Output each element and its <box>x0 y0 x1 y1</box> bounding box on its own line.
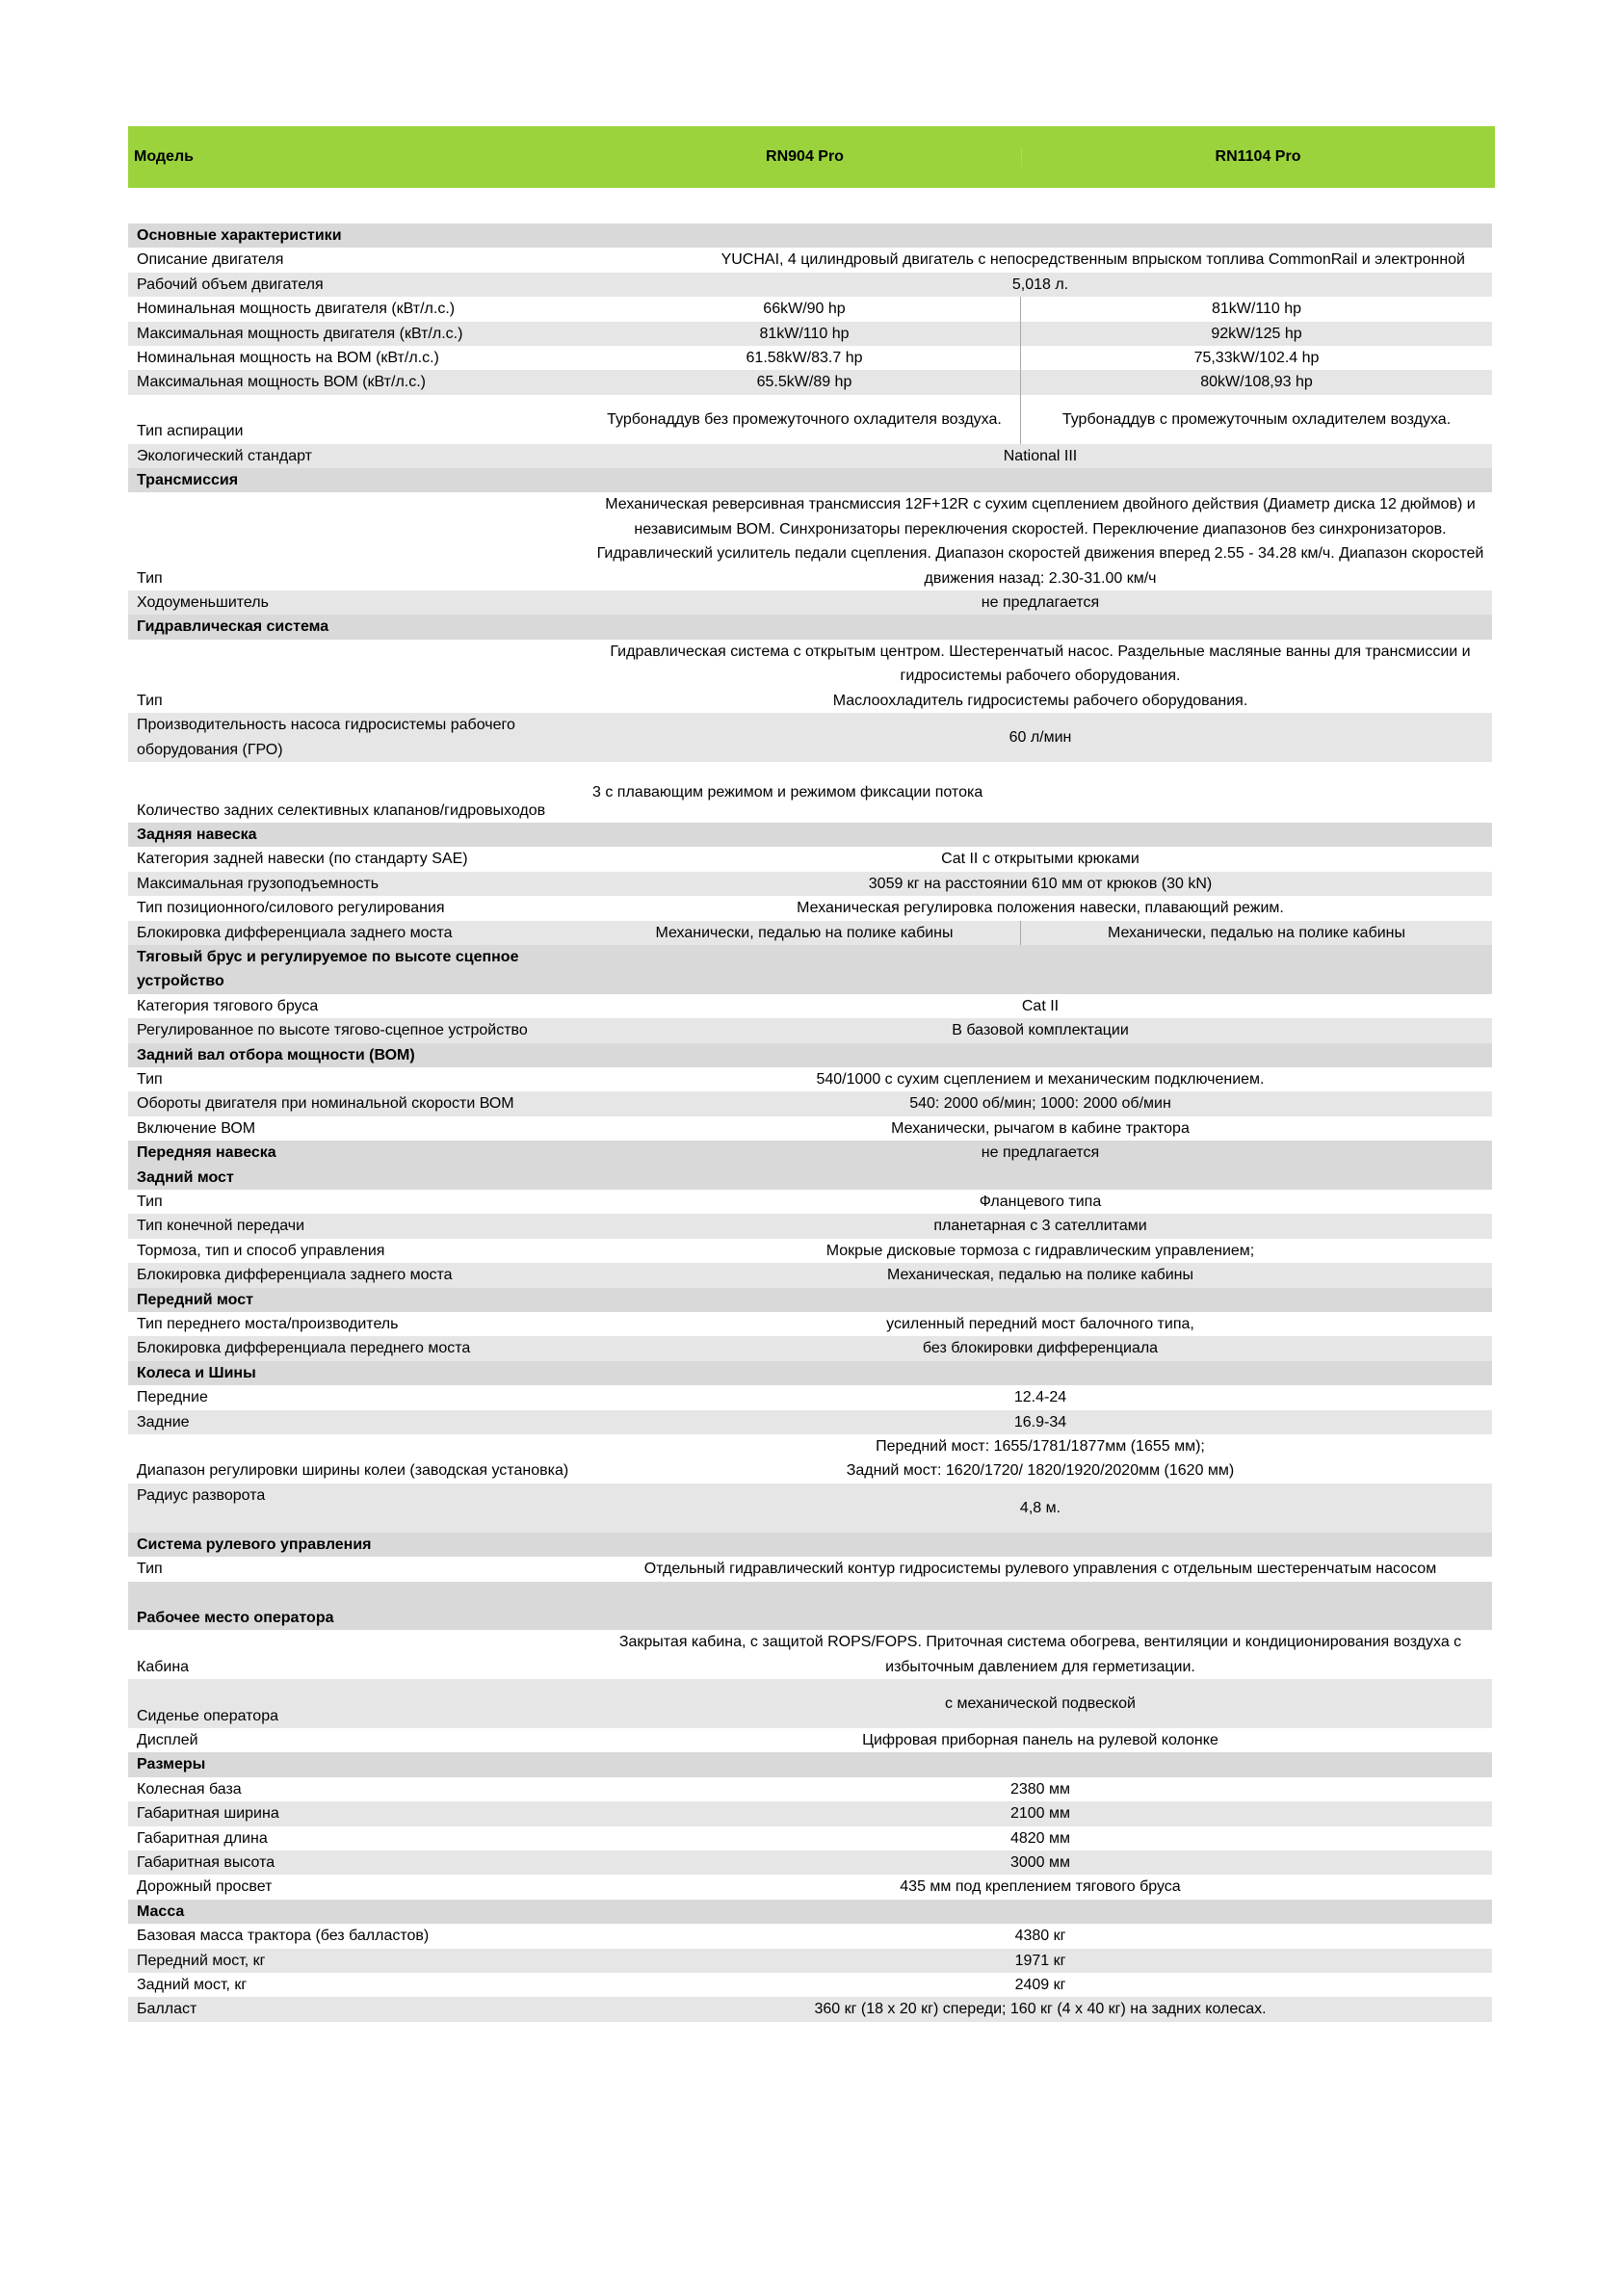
spec-row <box>128 1801 1492 1825</box>
spec-value: 540: 2000 об/мин; 1000: 2000 об/мин <box>909 1095 1171 1113</box>
spec-row <box>128 1777 1492 1801</box>
spec-value: 360 кг (18 х 20 кг) спереди; 160 кг (4 х 40 кг) на задних колесах. <box>814 2001 1267 2018</box>
spec-value-rn1104: Турбонаддув с промежуточным охладителем воздуха. <box>1061 410 1452 428</box>
spec-value-cell <box>589 273 1492 297</box>
spec-row <box>128 1630 1492 1679</box>
spec-value: усиленный передний мост балочного типа, <box>886 1316 1194 1333</box>
spec-value-rn904: Турбонаддув без промежуточного охладителя воздуха. <box>589 395 1021 444</box>
spec-value: 3000 мм <box>1009 1853 1071 1871</box>
section-title: Трансмиссия <box>137 472 239 489</box>
spec-label: Тип <box>137 692 163 709</box>
spec-row <box>128 297 1492 321</box>
spec-value-cell <box>589 1851 1492 1875</box>
spec-value: Механическая регулировка положения навески, плавающий режим. <box>797 900 1284 917</box>
section-header <box>128 1043 1492 1067</box>
section-header <box>128 1533 1492 1557</box>
spec-value: 1971 кг <box>1014 1952 1066 1969</box>
spec-value: 60 л/мин <box>1008 728 1072 746</box>
spec-value: 4,8 м. <box>1019 1499 1061 1516</box>
spec-label: Тип <box>137 1194 163 1211</box>
spec-value-cell <box>589 1924 1492 1948</box>
spec-value: 4820 мм <box>1009 1829 1071 1847</box>
spec-value-cell <box>589 896 1492 920</box>
spec-row <box>128 1067 1492 1091</box>
spec-value-rn904: 81kW/110 hp <box>589 322 1021 346</box>
spec-label: Передние <box>137 1389 208 1406</box>
spec-value-cell <box>589 1410 1492 1434</box>
spec-value-cell <box>589 713 1492 762</box>
spec-label: Тип <box>137 1070 163 1088</box>
section-header <box>128 1288 1492 1312</box>
spec-label: Регулированное по высоте тягово-сцепное устройство <box>137 1022 528 1039</box>
spec-value-cell <box>589 872 1492 896</box>
spec-label: Описание двигателя <box>137 251 284 269</box>
spec-row <box>128 847 1492 871</box>
spec-value: YUCHAI, 4 цилиндровый двигатель с непосредственным впрыском топлива CommonRail и электронной <box>720 251 1465 269</box>
section-header <box>128 615 1492 639</box>
spec-row <box>128 1875 1492 1899</box>
spec-row <box>128 346 1492 370</box>
spec-label: Колесная база <box>137 1780 242 1798</box>
spec-label: Номинальная мощность на ВОМ (кВт/л.с.) <box>137 350 439 367</box>
spec-value-cell <box>589 1312 1492 1336</box>
section-header <box>128 1141 1492 1165</box>
spec-label: Тип позиционного/силового регулирования <box>137 900 445 917</box>
spec-value: Механическая реверсивная трансмиссия 12F+12R с сухим сцеплением двойного действия (Диаметр диска 12 дюймов) и независимым ВОМ. Синхронизаторы переключения скоростей. Переключение диапазонов без синхронизаторов. Гидравлический усилитель педали сцепления. Диапазон скоростей движения вперед 2.55 - 34.28 км/ч. Диапазон скоростей движения назад: 2.30-31.00 км/ч <box>596 496 1484 587</box>
section-title: Задняя навеска <box>137 826 257 843</box>
spec-value-cell <box>589 1973 1492 1997</box>
section-header <box>128 945 1492 994</box>
spec-row <box>128 370 1492 394</box>
spec-row <box>128 1949 1492 1973</box>
spec-value-cell <box>589 847 1492 871</box>
table-header <box>128 126 1495 188</box>
spec-value-cell <box>589 1801 1492 1825</box>
section-header <box>128 1166 1492 1190</box>
spec-label: Категория тягового бруса <box>137 997 319 1014</box>
spec-label: Габаритная ширина <box>137 1805 279 1823</box>
spec-label: Номинальная мощность двигателя (кВт/л.с.) <box>137 301 456 318</box>
spec-label: Диапазон регулировки ширины колеи (заводская установка) <box>137 1462 569 1480</box>
spec-value: 4380 кг <box>1014 1928 1066 1945</box>
header-model-label: Модель <box>134 148 194 165</box>
spec-label: Максимальная мощность двигателя (кВт/л.с.) <box>137 325 463 342</box>
spec-value-rn1104: 80kW/108,93 hp <box>1200 374 1313 391</box>
spec-value-cell <box>589 1190 1492 1214</box>
spec-label: Экологический стандарт <box>137 447 312 464</box>
section-title: Задний вал отбора мощности (ВОМ) <box>137 1046 415 1063</box>
spec-value-line2: Задний мост: 1620/1720/ 1820/1920/2020мм (1620 мм) <box>846 1462 1235 1480</box>
spec-value-cell <box>589 1239 1492 1263</box>
spec-value-cell <box>589 1826 1492 1851</box>
spec-row <box>128 1410 1492 1434</box>
spec-value: В базовой комплектации <box>952 1022 1129 1039</box>
spec-value: 2100 мм <box>1009 1805 1071 1823</box>
spec-row <box>128 1091 1492 1116</box>
spec-sheet <box>128 126 1495 2022</box>
spec-row <box>128 640 1492 713</box>
spec-row <box>128 1336 1492 1360</box>
spec-row <box>128 322 1492 346</box>
spec-value-cell <box>589 640 1492 713</box>
spec-value-rn904: 61.58kW/83.7 hp <box>589 346 1021 370</box>
spec-table <box>128 223 1492 2022</box>
spec-row <box>128 713 1492 762</box>
spec-value-cell <box>589 492 1492 591</box>
spec-row <box>128 762 1492 823</box>
spec-value: Закрытая кабина, с защитой ROPS/FOPS. Приточная система обогрева, вентиляции и кондиционирования воздуха с избыточным давлением для герметизации. <box>618 1634 1462 1675</box>
spec-value-rn1104: 81kW/110 hp <box>1211 301 1302 318</box>
section-title: Система рулевого управления <box>137 1536 372 1553</box>
spec-value-cell <box>589 1336 1492 1360</box>
spec-value: 540/1000 с сухим сцеплением и механическим подключением. <box>816 1070 1265 1088</box>
spec-row <box>128 994 1492 1018</box>
spec-value: без блокировки дифференциала <box>922 1340 1159 1357</box>
section-header <box>128 1361 1492 1385</box>
spec-row <box>128 444 1492 468</box>
spec-row <box>128 872 1492 896</box>
section-title: Передняя навеска <box>137 1144 276 1162</box>
spec-value: не предлагается <box>981 1144 1100 1162</box>
section-title: Основные характеристики <box>137 227 342 244</box>
spec-label: Тип переднего моста/производитель <box>137 1316 399 1333</box>
spec-row <box>128 1263 1492 1287</box>
spec-label: Тормоза, тип и способ управления <box>137 1242 385 1259</box>
spec-label: Тип конечной передачи <box>137 1218 305 1235</box>
spec-value: Cat II с открытыми крюками <box>941 851 1139 868</box>
spec-label: Задний мост, кг <box>137 1976 248 1993</box>
spec-value-cell <box>589 1263 1492 1287</box>
spec-value: Цифровая приборная панель на рулевой колонке <box>862 1731 1218 1748</box>
spec-row <box>128 1116 1492 1141</box>
spec-value-rn904: 66kW/90 hp <box>589 297 1021 321</box>
spec-row <box>128 1190 1492 1214</box>
spec-label: Тип аспирации <box>137 423 244 440</box>
spec-label: Передний мост, кг <box>137 1952 266 1969</box>
spec-value-cell <box>589 1997 1492 2021</box>
spec-row <box>128 395 1492 444</box>
spec-value-cell <box>589 1434 1492 1483</box>
spec-row <box>128 1312 1492 1336</box>
spec-label: Балласт <box>137 2001 197 2018</box>
spec-value: Фланцевого типа <box>979 1194 1102 1211</box>
spec-label: Максимальная грузоподъемность <box>137 875 380 892</box>
header-model-rn904: RN904 Pro <box>766 148 844 165</box>
spec-label: Блокировка дифференциала переднего моста <box>137 1340 471 1357</box>
section-header <box>128 1752 1492 1776</box>
section-header <box>128 468 1492 492</box>
spec-value-cell <box>589 1067 1492 1091</box>
spec-row <box>128 1973 1492 1997</box>
spec-label: Тип <box>137 1561 163 1578</box>
spec-value: 2409 кг <box>1014 1976 1066 1993</box>
spec-value: 435 мм под креплением тягового бруса <box>900 1878 1181 1896</box>
spec-value-cell <box>589 444 1492 468</box>
section-title: Задний мост <box>137 1168 234 1186</box>
section-title: Размеры <box>137 1756 206 1773</box>
spec-value: планетарная с 3 сателлитами <box>933 1218 1147 1235</box>
section-header <box>128 823 1492 847</box>
section-title: Колеса и Шины <box>137 1364 256 1381</box>
spec-value-rn1104: Механически, педалью на полике кабины <box>1107 924 1406 941</box>
spec-row <box>128 1557 1492 1581</box>
spec-row <box>128 1385 1492 1409</box>
spec-value-cell <box>589 1630 1492 1679</box>
spec-row <box>128 1018 1492 1042</box>
spec-value-cell <box>589 248 1492 272</box>
spec-value: Гидравлическая система с открытым центром. Шестеренчатый насос. Раздельные масляные ванны для трансмиссии и гидросистемы рабочего оборудования. <box>610 643 1471 685</box>
spec-label: Тип <box>137 569 163 587</box>
spec-label: Рабочий объем двигателя <box>137 276 324 293</box>
section-title: Передний мост <box>137 1291 253 1308</box>
spec-value: Передний мост: 1655/1781/1877мм (1655 мм); <box>876 1438 1205 1456</box>
spec-value: 3059 кг на расстоянии 610 мм от крюков (30 kN) <box>868 875 1213 892</box>
spec-value: не предлагается <box>981 594 1100 612</box>
spec-label: Обороты двигателя при номинальной скорости ВОМ <box>137 1095 514 1113</box>
spec-value-cell <box>589 1116 1492 1141</box>
spec-row <box>128 1826 1492 1851</box>
spec-label: Количество задних селективных клапанов/гидровыходов <box>137 801 546 819</box>
spec-value: Мокрые дисковые тормоза с гидравлическим управлением; <box>825 1242 1255 1259</box>
spec-value-cell <box>589 1091 1492 1116</box>
section-header <box>128 1582 1492 1631</box>
spec-label: Блокировка дифференциала заднего моста <box>137 1267 453 1284</box>
spec-row <box>128 1924 1492 1948</box>
spec-row <box>128 1728 1492 1752</box>
spec-row <box>128 896 1492 920</box>
spec-value-rn904: Механически, педалью на полике кабины <box>589 921 1021 945</box>
spec-label: Максимальная мощность ВОМ (кВт/л.с.) <box>137 374 426 391</box>
spec-value-cell <box>589 1728 1492 1752</box>
spec-label: Радиус разворота <box>137 1486 266 1504</box>
spec-value-cell <box>589 591 1492 615</box>
spec-label: Дисплей <box>137 1731 198 1748</box>
spec-value-rn904: 65.5kW/89 hp <box>589 370 1021 394</box>
spec-value-cell <box>589 762 1492 823</box>
spec-value-cell <box>589 1875 1492 1899</box>
section-title: Рабочее место оператора <box>137 1609 334 1626</box>
spec-value: Механическая, педалью на полике кабины <box>886 1267 1194 1284</box>
spec-value: Отдельный гидравлический контур гидросистемы рулевого управления с отдельным шестеренчатым насосом <box>643 1561 1437 1578</box>
spec-value-cell <box>589 1679 1492 1728</box>
section-header <box>128 1900 1492 1924</box>
spec-value-cell <box>589 1557 1492 1581</box>
spec-value: 3 с плавающим режимом и режимом фиксации потока <box>592 783 983 801</box>
section-title: Гидравлическая система <box>137 618 329 636</box>
spec-row <box>128 1851 1492 1875</box>
spec-value-cell <box>589 1214 1492 1238</box>
spec-value: 16.9-34 <box>1013 1413 1067 1431</box>
section-title: Тяговый брус и регулируемое по высоте сцепное устройство <box>137 948 519 990</box>
spec-row <box>128 273 1492 297</box>
spec-value-line2: Маслоохладитель гидросистемы рабочего оборудования. <box>832 692 1248 709</box>
spec-row <box>128 492 1492 591</box>
spec-value: 5,018 л. <box>1011 276 1069 293</box>
spec-value: с механической подвеской <box>945 1694 1136 1712</box>
spec-row <box>128 1434 1492 1483</box>
header-model-rn1104: RN1104 Pro <box>1215 148 1301 165</box>
spec-value-rn1104: 92kW/125 hp <box>1211 325 1302 342</box>
spec-value-cell <box>589 994 1492 1018</box>
spec-label: Производительность насоса гидросистемы рабочего оборудования (ГРО) <box>137 717 515 758</box>
spec-label: Кабина <box>137 1658 190 1675</box>
spec-row <box>128 248 1492 272</box>
spec-row <box>128 921 1492 945</box>
spec-label: Габаритная высота <box>137 1853 275 1871</box>
spec-label: Габаритная длина <box>137 1829 268 1847</box>
spec-row <box>128 1239 1492 1263</box>
spec-value-cell <box>589 1949 1492 1973</box>
spec-label: Базовая масса трактора (без балластов) <box>137 1928 430 1945</box>
spec-label: Сиденье оператора <box>137 1707 278 1724</box>
spec-value-cell <box>589 1141 1492 1165</box>
spec-label: Ходоуменьшитель <box>137 594 269 612</box>
spec-value-cell <box>589 1385 1492 1409</box>
spec-value: 12.4-24 <box>1013 1389 1067 1406</box>
spec-label: Блокировка дифференциала заднего моста <box>137 924 453 941</box>
spec-row <box>128 1483 1492 1533</box>
section-header <box>128 223 1492 248</box>
spec-label: Задние <box>137 1413 190 1431</box>
spec-label: Дорожный просвет <box>137 1878 273 1896</box>
spec-value-cell <box>589 1018 1492 1042</box>
spec-value: Механически, рычагом в кабине трактора <box>891 1119 1190 1137</box>
spec-row <box>128 1997 1492 2021</box>
spec-label: Включение ВОМ <box>137 1119 256 1137</box>
spec-row <box>128 1214 1492 1238</box>
spec-value-cell <box>589 1777 1492 1801</box>
spec-label: Категория задней навески (по стандарту SAE) <box>137 851 468 868</box>
spec-value: National III <box>1003 447 1078 464</box>
header-divider <box>1021 147 1022 167</box>
spec-row <box>128 591 1492 615</box>
spec-value-rn1104: 75,33kW/102.4 hp <box>1193 350 1320 367</box>
spec-value-cell <box>589 1483 1492 1533</box>
spec-row <box>128 1679 1492 1728</box>
spec-value: 2380 мм <box>1009 1780 1071 1798</box>
section-title: Масса <box>137 1903 185 1920</box>
spec-value: Cat II <box>1021 997 1060 1014</box>
